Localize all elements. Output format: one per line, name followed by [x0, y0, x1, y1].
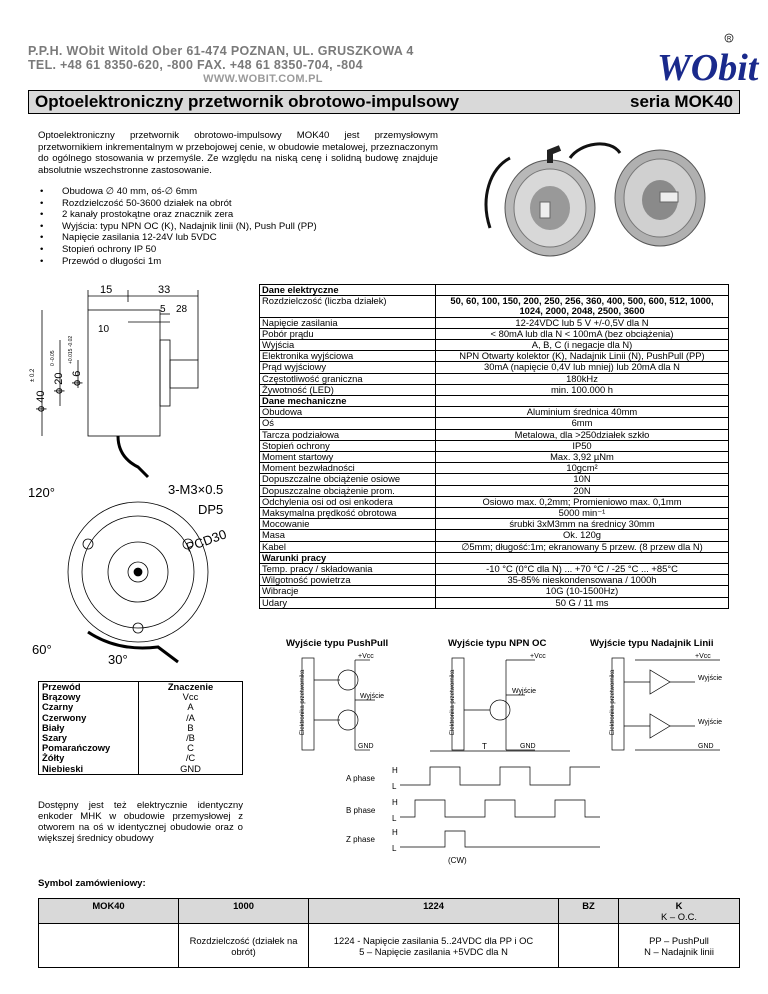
h-label: H	[392, 828, 398, 837]
spec-row	[260, 429, 729, 440]
spec-value: 50 G / 11 ms	[436, 597, 729, 608]
company-phone: TEL. +48 61 8350-620, -800 FAX. +48 61 8350-704, -804	[28, 58, 363, 72]
z-phase-label: Z phase	[346, 835, 375, 844]
product-photo	[470, 128, 740, 278]
encoder-left-image	[505, 148, 595, 256]
company-website: WWW.WOBIT.COM.PL	[203, 73, 323, 85]
h-label: H	[392, 798, 398, 807]
b-phase-label: B phase	[346, 806, 376, 815]
spec-value: ∅5mm; długość:1m; ekranowany 5 przew. (8 przew dla N)	[436, 541, 729, 552]
svg-text:R: R	[727, 36, 732, 43]
wire-signal: A	[139, 702, 243, 712]
spec-value: Osiowo max. 0,2mm; Promieniowo max. 0,1mm	[436, 496, 729, 507]
order-col-voltage: 1224	[309, 899, 559, 924]
l-label: L	[392, 782, 397, 791]
vcc-label: +Vcc	[358, 653, 374, 660]
a-phase-label: A phase	[346, 774, 375, 783]
out-label: Wyjście	[360, 693, 385, 700]
feature-item: • Stopień ochrony IP 50	[62, 244, 317, 256]
wire-colors-table	[38, 681, 243, 775]
wire-signal: /C	[139, 753, 243, 763]
spec-row	[260, 418, 729, 429]
spec-value: min. 100.000 h	[436, 384, 729, 395]
product-series: seria MOK40	[630, 92, 733, 111]
spec-label: Dane elektryczne	[260, 285, 436, 296]
spec-value: -10 °C (0°C dla N) ... +70 °C / -25 °C ... +85°C	[436, 564, 729, 575]
wire-signal: GND	[139, 764, 243, 775]
spec-value: 10G (10-1500Hz)	[436, 586, 729, 597]
spec-row	[260, 496, 729, 507]
wire-color: Szary	[39, 733, 139, 743]
spec-row	[260, 597, 729, 608]
vcc-label: +Vcc	[530, 653, 546, 660]
spec-value: < 80mA lub dla N < 100mA (bez obciążenia)	[436, 328, 729, 339]
spec-row	[260, 440, 729, 451]
spec-label: Masa	[260, 530, 436, 541]
output-circuits	[300, 650, 740, 755]
spec-label: Dopuszczalne obciążenie prom.	[260, 485, 436, 496]
vcc-label: +Vcc	[695, 653, 711, 660]
spec-value: 30mA (napięcie 0,4V lub mniej) lub 20mA dla N	[436, 362, 729, 373]
spec-value: 180kHz	[436, 373, 729, 384]
feature-item: • Rozdzielczość 50-3600 działek na obrót	[62, 198, 317, 210]
spec-row	[260, 340, 729, 351]
wire-signal: /B	[139, 733, 243, 743]
spec-label: Wyjścia	[260, 340, 436, 351]
dim-28: 28	[176, 304, 188, 315]
spec-value: 10N	[436, 474, 729, 485]
order-col-bz: BZ	[559, 899, 619, 924]
order-col-model: MOK40	[39, 899, 179, 924]
product-title: Optoelektroniczny przetwornik obrotowo-impulsowy	[35, 92, 460, 111]
spec-label: Oś	[260, 418, 436, 429]
wire-color: Niebieski	[39, 764, 139, 775]
period-label: T	[482, 742, 487, 751]
company-header	[28, 44, 498, 86]
gnd-label: GND	[698, 743, 714, 750]
order-output-pp: PP – PushPull	[649, 934, 709, 946]
spec-value: NPN Otwarty kolektor (K), Nadajnik Linii (N), PushPull (PP)	[436, 351, 729, 362]
spec-row	[260, 373, 729, 384]
spec-label: Wilgotność powietrza	[260, 575, 436, 586]
timing-diagram	[330, 742, 630, 865]
spec-label: Częstotliwość graniczna	[260, 373, 436, 384]
intro-paragraph: Optoelektroniczny przetwornik obrotowo-impulsowy MOK40 jest przemysłowym przetwornikiem inkrementalnym w przebojowej cenie, w obudowie metalowej, przeznaczonym do ogólnego stosowania w przemyśle. Ze względu na niską cenę i solidną budowę znajduje absolutnie wszechstronne zastosowanie.	[38, 130, 438, 176]
wire-signal: C	[139, 743, 243, 753]
spec-label: Dopuszczalne obciążenie osiowe	[260, 474, 436, 485]
dim-dia40: ϕ 40	[35, 390, 47, 412]
wire-color: Czarny	[39, 702, 139, 712]
dimension-drawing	[28, 282, 258, 672]
wire-color: Pomarańczowy	[39, 743, 139, 753]
h-label: H	[392, 766, 398, 775]
dp-label: DP5	[198, 502, 224, 517]
spec-value	[436, 285, 729, 296]
spec-label: Napięcie zasilania	[260, 317, 436, 328]
feature-list	[62, 186, 317, 267]
line-driver-title: Wyjście typu Nadajnik Linii	[590, 638, 714, 649]
spec-label: Udary	[260, 597, 436, 608]
spec-label: Moment startowy	[260, 452, 436, 463]
spec-label: Pobór prądu	[260, 328, 436, 339]
spec-value: Aluminium średnica 40mm	[436, 407, 729, 418]
spec-row	[260, 317, 729, 328]
spec-row	[260, 384, 729, 395]
order-voltage-1224: 1224 - Napięcie zasilania 5..24VDC dla PP i OC	[333, 934, 534, 946]
order-output-code: K	[675, 900, 683, 911]
order-code-table	[38, 898, 740, 968]
spec-label: Obudowa	[260, 407, 436, 418]
spec-label: Moment bezwładności	[260, 463, 436, 474]
encoder-right-image	[615, 150, 705, 246]
spec-table	[259, 284, 729, 609]
spec-label: Temp. pracy / składowania	[260, 564, 436, 575]
wire-row	[39, 743, 243, 753]
angle-60: 60°	[32, 642, 52, 657]
spec-value: 12-24VDC lub 5 V +/-0,5V dla N	[436, 317, 729, 328]
spec-row	[260, 285, 729, 296]
spec-row	[260, 530, 729, 541]
spec-row	[260, 296, 729, 317]
spec-row	[260, 508, 729, 519]
gnd-label: GND	[358, 743, 374, 750]
spec-value: Max. 3,92 µNm	[436, 452, 729, 463]
title-banner	[28, 90, 740, 114]
wire-row	[39, 723, 243, 733]
angle-120: 120°	[28, 485, 55, 500]
spec-label: Tarcza podziałowa	[260, 429, 436, 440]
wire-colors-header: Znaczenie	[139, 682, 243, 693]
spec-value: 10gcm²	[436, 463, 729, 474]
spec-label: Odchylenia osi od osi enkodera	[260, 496, 436, 507]
l-label: L	[392, 844, 397, 853]
spec-value: 35-85% nieskondensowana / 1000h	[436, 575, 729, 586]
wire-colors-header: Przewód	[39, 682, 139, 693]
spec-value: Ok. 120g	[436, 530, 729, 541]
spec-row	[260, 575, 729, 586]
wobit-logo	[655, 30, 759, 90]
gnd-label: GND	[520, 743, 536, 750]
feature-item: • 2 kanały prostokątne oraz znacznik zera	[62, 209, 317, 221]
out-label: Wyjście	[698, 719, 723, 726]
angle-30: 30°	[108, 652, 128, 667]
spec-row	[260, 541, 729, 552]
spec-label: Kabel	[260, 541, 436, 552]
order-output-n: N – Nadajnik linii	[644, 945, 714, 957]
spec-value: 50, 60, 100, 150, 200, 250, 256, 360, 400, 500, 600, 512, 1000, 1024, 2000, 2048, 2500, 3600	[436, 296, 729, 317]
spec-label: Żywotność (LED)	[260, 384, 436, 395]
npn-title: Wyjście typu NPN OC	[448, 638, 547, 649]
mhk-note: Dostępny jest też elektrycznie identyczny enkoder MHK w obudowie przemysłowej z otworem na oś w identycznej obudowie oraz o większej średnicy obudowy	[38, 800, 243, 844]
order-cell-output	[619, 924, 740, 968]
spec-value	[436, 396, 729, 407]
spec-row	[260, 586, 729, 597]
spec-value: 5000 min⁻¹	[436, 508, 729, 519]
spec-row	[260, 463, 729, 474]
wire-row	[39, 713, 243, 723]
wire-signal: Vcc	[139, 692, 243, 702]
spec-row	[260, 552, 729, 563]
spec-row	[260, 474, 729, 485]
spec-label: Rozdzielczość (liczba działek)	[260, 296, 436, 317]
pcd-label: PCD30	[183, 526, 229, 555]
spec-label: Mocowanie	[260, 519, 436, 530]
dim-15: 15	[100, 284, 113, 296]
spec-label: Maksymalna prędkość obrotowa	[260, 508, 436, 519]
dim-dia20: ϕ 20	[53, 372, 65, 394]
spec-value: Metalowa, dla >250działek szkło	[436, 429, 729, 440]
logo-text: WObit	[657, 47, 759, 89]
order-cell-empty	[39, 924, 179, 968]
order-col-res: 1000	[179, 899, 309, 924]
spec-row	[260, 452, 729, 463]
spec-value: 20N	[436, 485, 729, 496]
spec-row	[260, 328, 729, 339]
order-code-label: Symbol zamówieniowy:	[38, 878, 146, 889]
spec-row	[260, 362, 729, 373]
dim-33: 33	[158, 284, 171, 296]
spec-label: Prąd wyjściowy	[260, 362, 436, 373]
feature-item: • Przewód o długości 1m	[62, 256, 317, 268]
order-cell-res: Rozdzielczość (działek na obrót)	[179, 924, 309, 968]
wire-signal: /A	[139, 713, 243, 723]
order-cell-bz	[559, 924, 619, 968]
wire-color: Czerwony	[39, 713, 139, 723]
dim-10: 10	[98, 324, 110, 335]
out-label: Wyjście	[698, 675, 723, 682]
tol-40: ± 0.2	[30, 368, 36, 382]
dim-dia6: ϕ 6	[71, 370, 83, 386]
order-voltage-5: 5 – Napięcie zasilania +5VDC dla N	[359, 945, 508, 957]
spec-label: Dane mechaniczne	[260, 396, 436, 407]
tol-20: 0 -0.05	[50, 350, 56, 366]
dim-5: 5	[160, 304, 166, 315]
wire-row	[39, 764, 243, 775]
spec-label: Elektronika wyjściowa	[260, 351, 436, 362]
spec-row	[260, 519, 729, 530]
spec-row	[260, 407, 729, 418]
pushpull-title: Wyjście typu PushPull	[286, 638, 389, 649]
out-label: Wyjście	[512, 688, 537, 695]
wire-color: Żółty	[39, 753, 139, 763]
wire-signal: B	[139, 723, 243, 733]
spec-row	[260, 485, 729, 496]
spec-label: Warunki pracy	[260, 552, 436, 563]
spec-label: Wibracje	[260, 586, 436, 597]
order-output-k: K – O.C.	[661, 911, 697, 922]
spec-label: Stopień ochrony	[260, 440, 436, 451]
screws-label: 3-M3×0.5	[168, 482, 224, 497]
spec-value: 6mm	[436, 418, 729, 429]
spec-value	[436, 552, 729, 563]
spec-row	[260, 351, 729, 362]
order-cell-voltage	[309, 924, 559, 968]
elek-label: Elektronika przetwornika	[300, 669, 306, 735]
feature-item: • Obudowa ∅ 40 mm, oś-∅ 6mm	[62, 186, 317, 198]
spec-value: śrubki 3xM3mm na średnicy 30mm	[436, 519, 729, 530]
spec-value: IP50	[436, 440, 729, 451]
tol-6: +0.015 -0.02	[68, 335, 74, 364]
spec-row	[260, 564, 729, 575]
feature-item: • Wyjścia: typu NPN OC (K), Nadajnik linii (N), Push Pull (PP)	[62, 221, 317, 233]
spec-value: A, B, C (i negacje dla N)	[436, 340, 729, 351]
feature-item: • Napięcie zasilania 12-24V lub 5VDC	[62, 232, 317, 244]
elek-label: Elektronika przetwornika	[450, 669, 456, 735]
l-label: L	[392, 814, 397, 823]
cw-label: (CW)	[448, 856, 467, 865]
order-col-output	[619, 899, 740, 924]
wire-color: Brązowy	[39, 692, 139, 702]
company-address: P.P.H. WObit Witold Ober 61-474 POZNAN, UL. GRUSZKOWA 4	[28, 44, 414, 58]
elek-label: Elektronika przetwornika	[610, 669, 616, 735]
spec-row	[260, 396, 729, 407]
wire-color: Biały	[39, 723, 139, 733]
